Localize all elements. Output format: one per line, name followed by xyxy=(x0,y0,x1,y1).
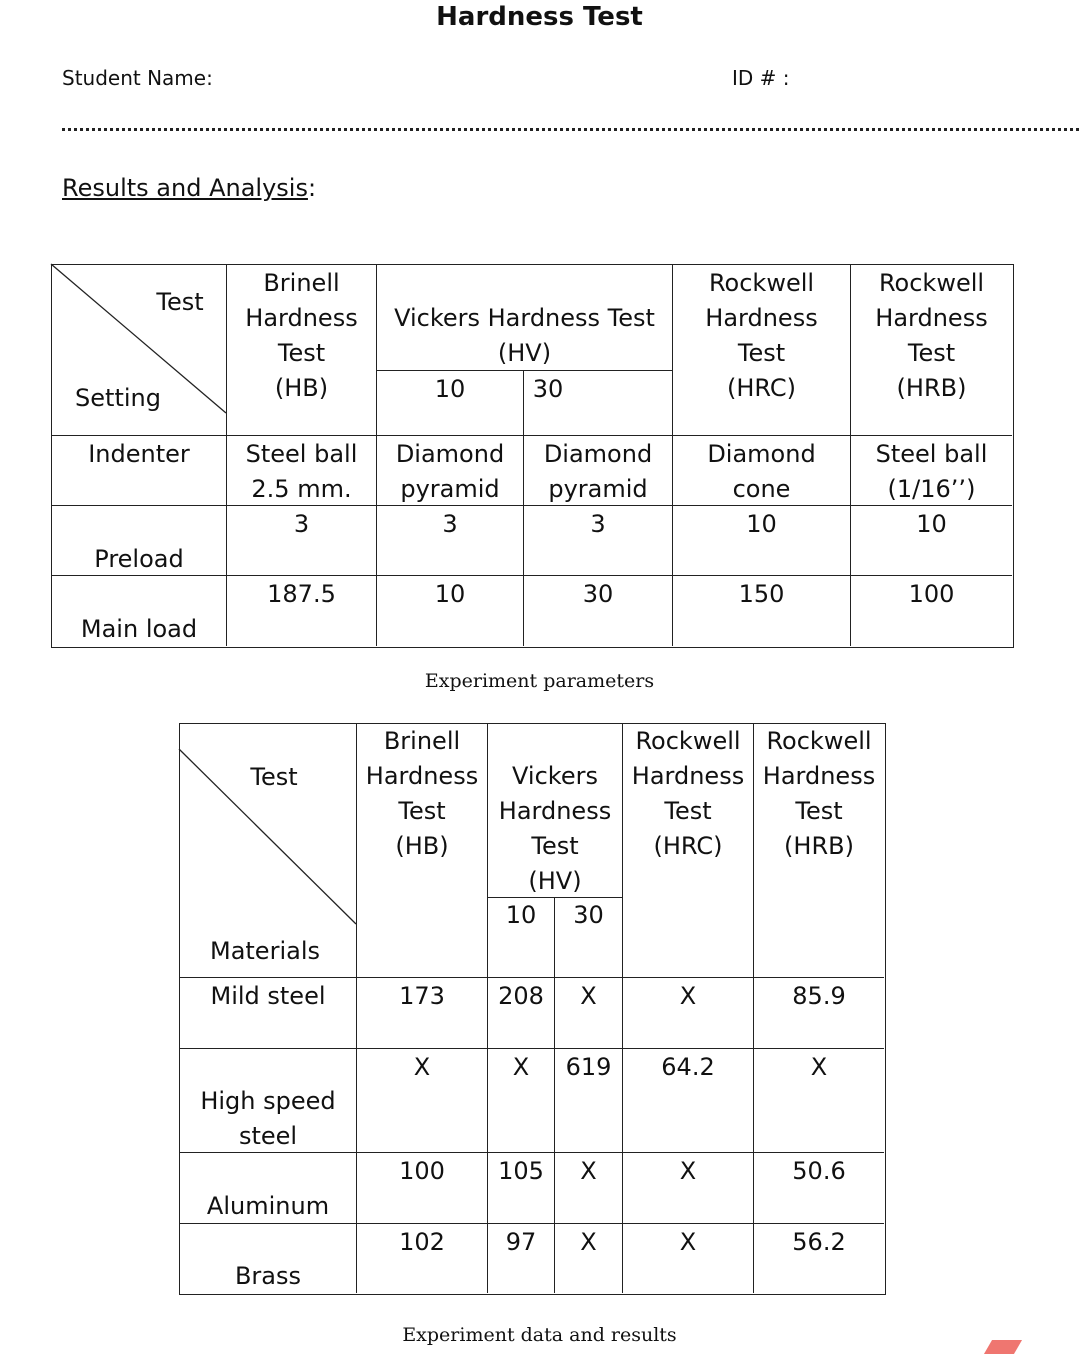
table1-cell: 100 xyxy=(908,580,955,608)
table2-header-hrc: Rockwell Hardness Test (HRC) xyxy=(631,727,745,860)
table2-header-brinell: Brinell Hardness Test (HB) xyxy=(365,727,479,860)
table1-cell: 3 xyxy=(442,510,458,538)
table2-cell: X xyxy=(580,982,597,1010)
table2-cell: X xyxy=(679,1228,697,1256)
table2-cell: 50.6 xyxy=(792,1157,846,1185)
table2-vickers-sub-30: 30 xyxy=(573,901,604,929)
student-name-label: Student Name: xyxy=(62,66,213,90)
table1-corner-test: Test xyxy=(156,288,204,316)
table1-cell: 3 xyxy=(590,510,606,538)
table1-vickers-sub-10: 10 xyxy=(434,375,466,403)
table2-cell: 97 xyxy=(505,1228,537,1256)
table2-row-label-high-speed-steel: High speed steel xyxy=(200,1087,336,1150)
table1-cell: 150 xyxy=(738,580,785,608)
table2-row-label-mild-steel: Mild steel xyxy=(210,982,326,1010)
table1-header-brinell: Brinell Hardness Test (HB) xyxy=(245,269,358,402)
table1-cell: 187.5 xyxy=(267,580,336,608)
table1-cell: Steel ball (1/16’’) xyxy=(875,440,988,503)
table1-cell: 10 xyxy=(916,510,947,538)
table2-cell: 56.2 xyxy=(792,1228,846,1256)
table2-cell: 102 xyxy=(399,1228,445,1256)
table2-cell: 173 xyxy=(399,982,445,1010)
page-title: Hardness Test xyxy=(436,2,643,32)
table2-header-vickers: Vickers Hardness Test (HV) xyxy=(498,762,612,895)
table2-cell: X xyxy=(580,1228,597,1256)
table1-vickers-sub-30: 30 xyxy=(532,375,564,403)
table2-cell: 619 xyxy=(565,1053,612,1081)
results-heading-text: Results and Analysis xyxy=(62,174,308,202)
table2-row-label-aluminum: Aluminum xyxy=(206,1192,330,1220)
table2-cell: X xyxy=(810,1053,828,1081)
table1-header-hrb: Rockwell Hardness Test (HRB) xyxy=(875,269,988,402)
table2-cell: X xyxy=(679,1157,697,1185)
table1-cell: Diamond pyramid xyxy=(543,440,653,503)
results-heading-colon: : xyxy=(307,174,317,202)
red-corner-mark xyxy=(984,1340,1022,1354)
table2-caption: Experiment data and results xyxy=(402,1324,677,1346)
table2-vickers-sub-10: 10 xyxy=(505,901,537,929)
table1-row-label-main-load: Main load xyxy=(80,615,198,643)
table2-row-divider xyxy=(179,1048,884,1049)
table1-cell: 30 xyxy=(582,580,614,608)
table1-cell: Diamond pyramid xyxy=(395,440,505,503)
table2-cell: X xyxy=(512,1053,530,1081)
table1-row-label-preload: Preload xyxy=(94,545,184,573)
table2-cell: X xyxy=(580,1157,597,1185)
table2-cell: 100 xyxy=(399,1157,445,1185)
table2-corner-test: Test xyxy=(250,763,298,791)
results-heading xyxy=(62,174,316,202)
id-label: ID # : xyxy=(732,66,790,90)
table2-corner-materials: Materials xyxy=(209,937,320,965)
table1-header-hrc: Rockwell Hardness Test (HRC) xyxy=(705,269,818,402)
table1-cell: 10 xyxy=(434,580,466,608)
table1-caption: Experiment parameters xyxy=(424,670,655,692)
table1-cell: Steel ball 2.5 mm. xyxy=(245,440,358,503)
table2-cell: 85.9 xyxy=(792,982,846,1010)
name-entry-dotted-line xyxy=(62,128,1079,131)
table2-cell: 208 xyxy=(498,982,544,1010)
table1-cell: Diamond cone xyxy=(707,440,816,503)
table1-row-label-indenter: Indenter xyxy=(88,440,190,468)
table2-cell: 64.2 xyxy=(661,1053,715,1081)
table1-cell: 10 xyxy=(746,510,777,538)
table2-row-label-brass: Brass xyxy=(234,1262,302,1290)
table2-cell: X xyxy=(413,1053,431,1081)
table1-cell: 3 xyxy=(293,510,310,538)
table1-corner-setting: Setting xyxy=(75,384,161,412)
table2-cell: X xyxy=(679,982,697,1010)
table2-cell: 105 xyxy=(498,1157,544,1185)
table1-header-vickers: Vickers Hardness Test (HV) xyxy=(394,304,655,367)
table2-header-hrb: Rockwell Hardness Test (HRB) xyxy=(762,727,876,860)
table2-row-divider xyxy=(179,977,884,978)
table1-row-divider xyxy=(51,435,1012,436)
